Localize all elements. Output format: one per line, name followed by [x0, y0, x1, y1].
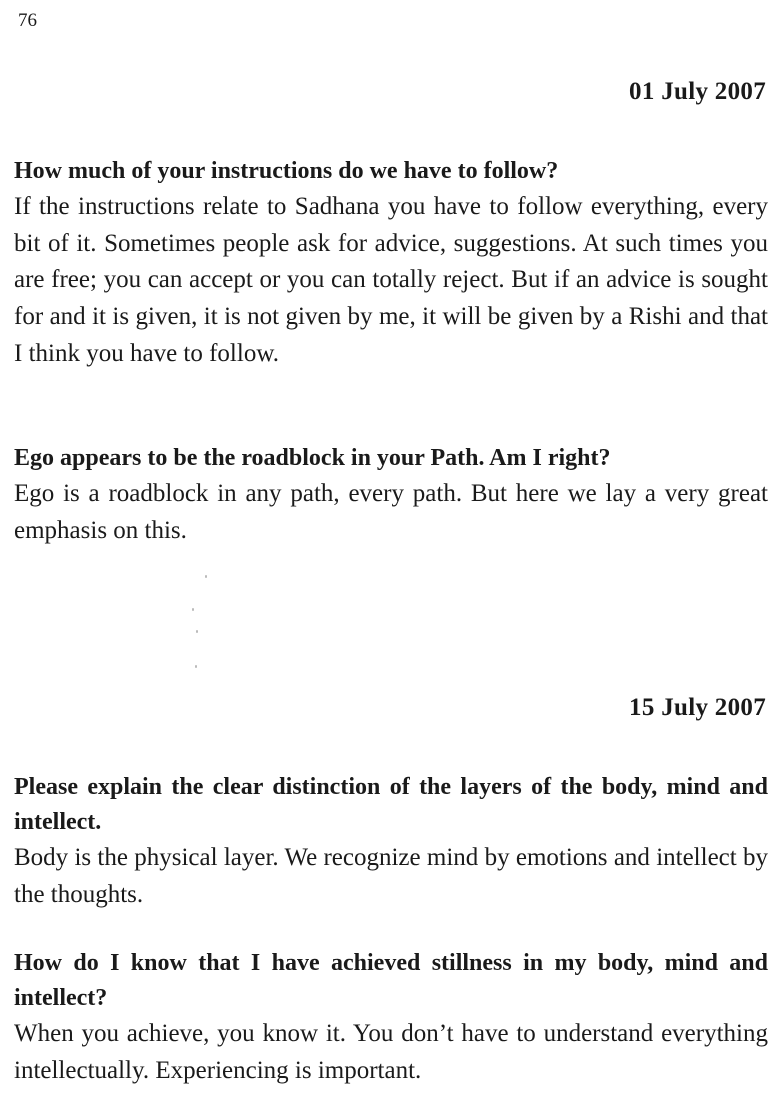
answer-text: If the instructions relate to Sadhana you have to follow everything, every bit of it. Sometimes people ask for advice, suggestions. At such times you are free; you can accept or you can totally reject. But if an advice is sought for and it is given, it is not given by me, it will be given by a Rishi and that I think you have to follow.: [14, 193, 768, 367]
scan-speck: [196, 630, 198, 633]
question-text: Please explain the clear distinction of the layers of the body, mind and intellect.: [14, 774, 768, 835]
qa-item: [14, 154, 768, 373]
page-number: 76: [18, 10, 37, 31]
question-text: Ego appears to be the roadblock in your Path. Am I right?: [14, 445, 611, 471]
answer-text: Body is the physical layer. We recognize mind by emotions and intellect by the thoughts.: [14, 844, 768, 908]
answer-text: Ego is a roadblock in any path, every path. But here we lay a very great emphasis on this.: [14, 480, 768, 544]
question-text: How much of your instructions do we have to follow?: [14, 158, 559, 184]
qa-item: [14, 770, 768, 913]
scan-speck: [195, 665, 197, 668]
scan-speck: [205, 575, 207, 578]
qa-item: [14, 441, 768, 549]
scan-speck: [192, 608, 194, 611]
entry-date: 15 July 2007: [629, 694, 766, 721]
answer-text: When you achieve, you know it. You don’t have to understand everything intellectually. Experiencing is important.: [14, 1020, 768, 1084]
qa-item: [14, 946, 768, 1089]
entry-date: 01 July 2007: [629, 78, 766, 105]
question-text: How do I know that I have achieved stillness in my body, mind and intellect?: [14, 950, 768, 1011]
